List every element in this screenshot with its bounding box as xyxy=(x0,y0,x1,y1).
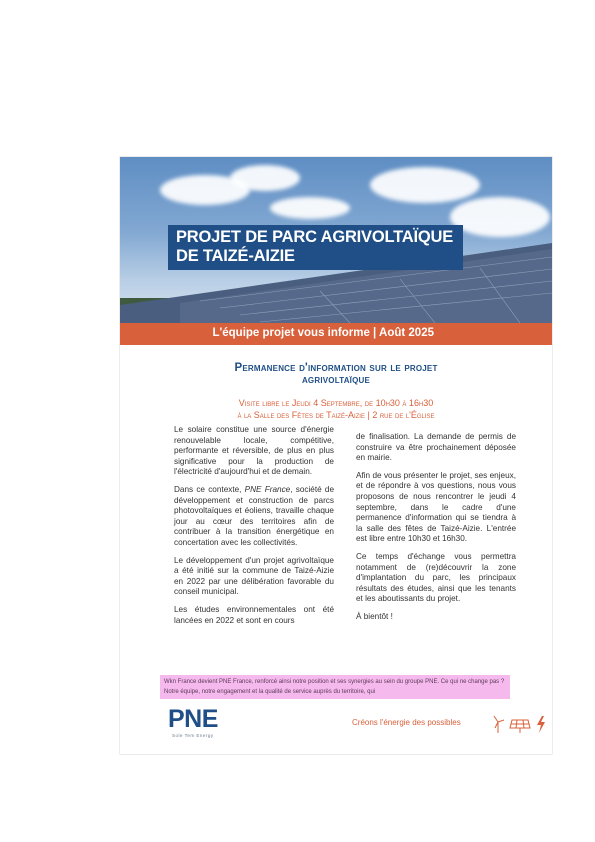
cloud xyxy=(450,197,550,237)
company-name: PNE France xyxy=(244,484,291,494)
event-details xyxy=(156,397,516,421)
hero-title-line1: PROJET DE PARC AGRIVOLTAÏQUE xyxy=(176,228,454,246)
solar-panel-icon xyxy=(510,720,530,733)
closing-line: À bientôt ! xyxy=(356,611,393,621)
paragraph: Les études environnementales ont été lancées en 2022 et sont en cours xyxy=(174,604,334,625)
left-column xyxy=(174,425,334,633)
text-fragment: Dans ce contexte, xyxy=(174,484,245,494)
lightning-icon xyxy=(537,716,545,733)
cloud xyxy=(270,197,350,219)
text-fragment: , société de développement et construction de parcs photovoltaïques et éoliens, travaille chaque jour au cœur des territoires afin de contribuer à la transition énergétique en concertation avec les collectivités. xyxy=(174,484,334,547)
paragraph: Ce temps d'échange vous permettra notamment de (re)découvrir la zone d'implantation du parc, les principaux résultats des études, ainsi que les tenants et les aboutissants du projet. xyxy=(356,551,516,604)
paragraph xyxy=(174,485,334,549)
energy-icons xyxy=(490,714,550,734)
cloud xyxy=(370,167,480,203)
event-date: Visite libre le Jeudi 4 Septembre, de 10h30 à 16h30 xyxy=(238,398,434,408)
flyer-sheet xyxy=(120,157,552,754)
heading-line2: agrivoltaïque xyxy=(301,374,371,386)
hero-photo xyxy=(120,157,552,323)
hero-title xyxy=(168,225,463,270)
tagline: Créons l'énergie des possibles xyxy=(352,718,461,727)
paragraph: Le solaire constitue une source d'énergie renouvelable locale, compétitive, performante et réversible, de plus en plus significative pour la production de l'électricité d'aujourd'hui et de demain. xyxy=(174,425,334,477)
banner-text: L'équipe projet vous informe | Août 2025 xyxy=(212,327,434,339)
section-heading xyxy=(156,362,516,386)
info-banner xyxy=(120,323,552,345)
heading-line1: Permanence d'information sur le projet xyxy=(234,362,438,374)
highlight-note: Wkn France devient PNE France, renforcé ainsi notre position et ses synergies au sein du groupe PNE. Ce qui ne change pas ? Notre équipe, notre engagement et la qualité de service auprès du territoire, qui xyxy=(164,679,505,695)
pne-logo: PNE xyxy=(168,705,218,733)
paragraph: Le développement d'un projet agrivoltaïque a été initié sur la commune de Taizé-Aizie en 2022 par une délibération favorable du conseil municipal. xyxy=(174,555,334,597)
right-column xyxy=(356,432,516,630)
paragraph: Afin de vous présenter le projet, ses enjeux, et de répondre à vos questions, nous vous proposons de nous rencontrer le jeudi 4 septembre, dans le cadre d'une permanence d'information qui se tiendra à la salle des fêtes de Taizé-Aizie. L'entrée est libre entre 10h30 et 16h30. xyxy=(356,470,516,544)
hero-title-line2: DE TAIZÉ-AIZIE xyxy=(176,247,453,266)
event-location: à la Salle des Fêtes de Taizé-Aizie | 2 rue de l'Église xyxy=(237,410,435,420)
logo-subtitle: Sole Tem Energy xyxy=(172,733,214,738)
wind-turbine-icon xyxy=(494,716,504,733)
paragraph: de finalisation. La demande de permis de construire va être prochainement déposée en mairie. xyxy=(356,432,516,463)
cloud xyxy=(230,165,300,191)
